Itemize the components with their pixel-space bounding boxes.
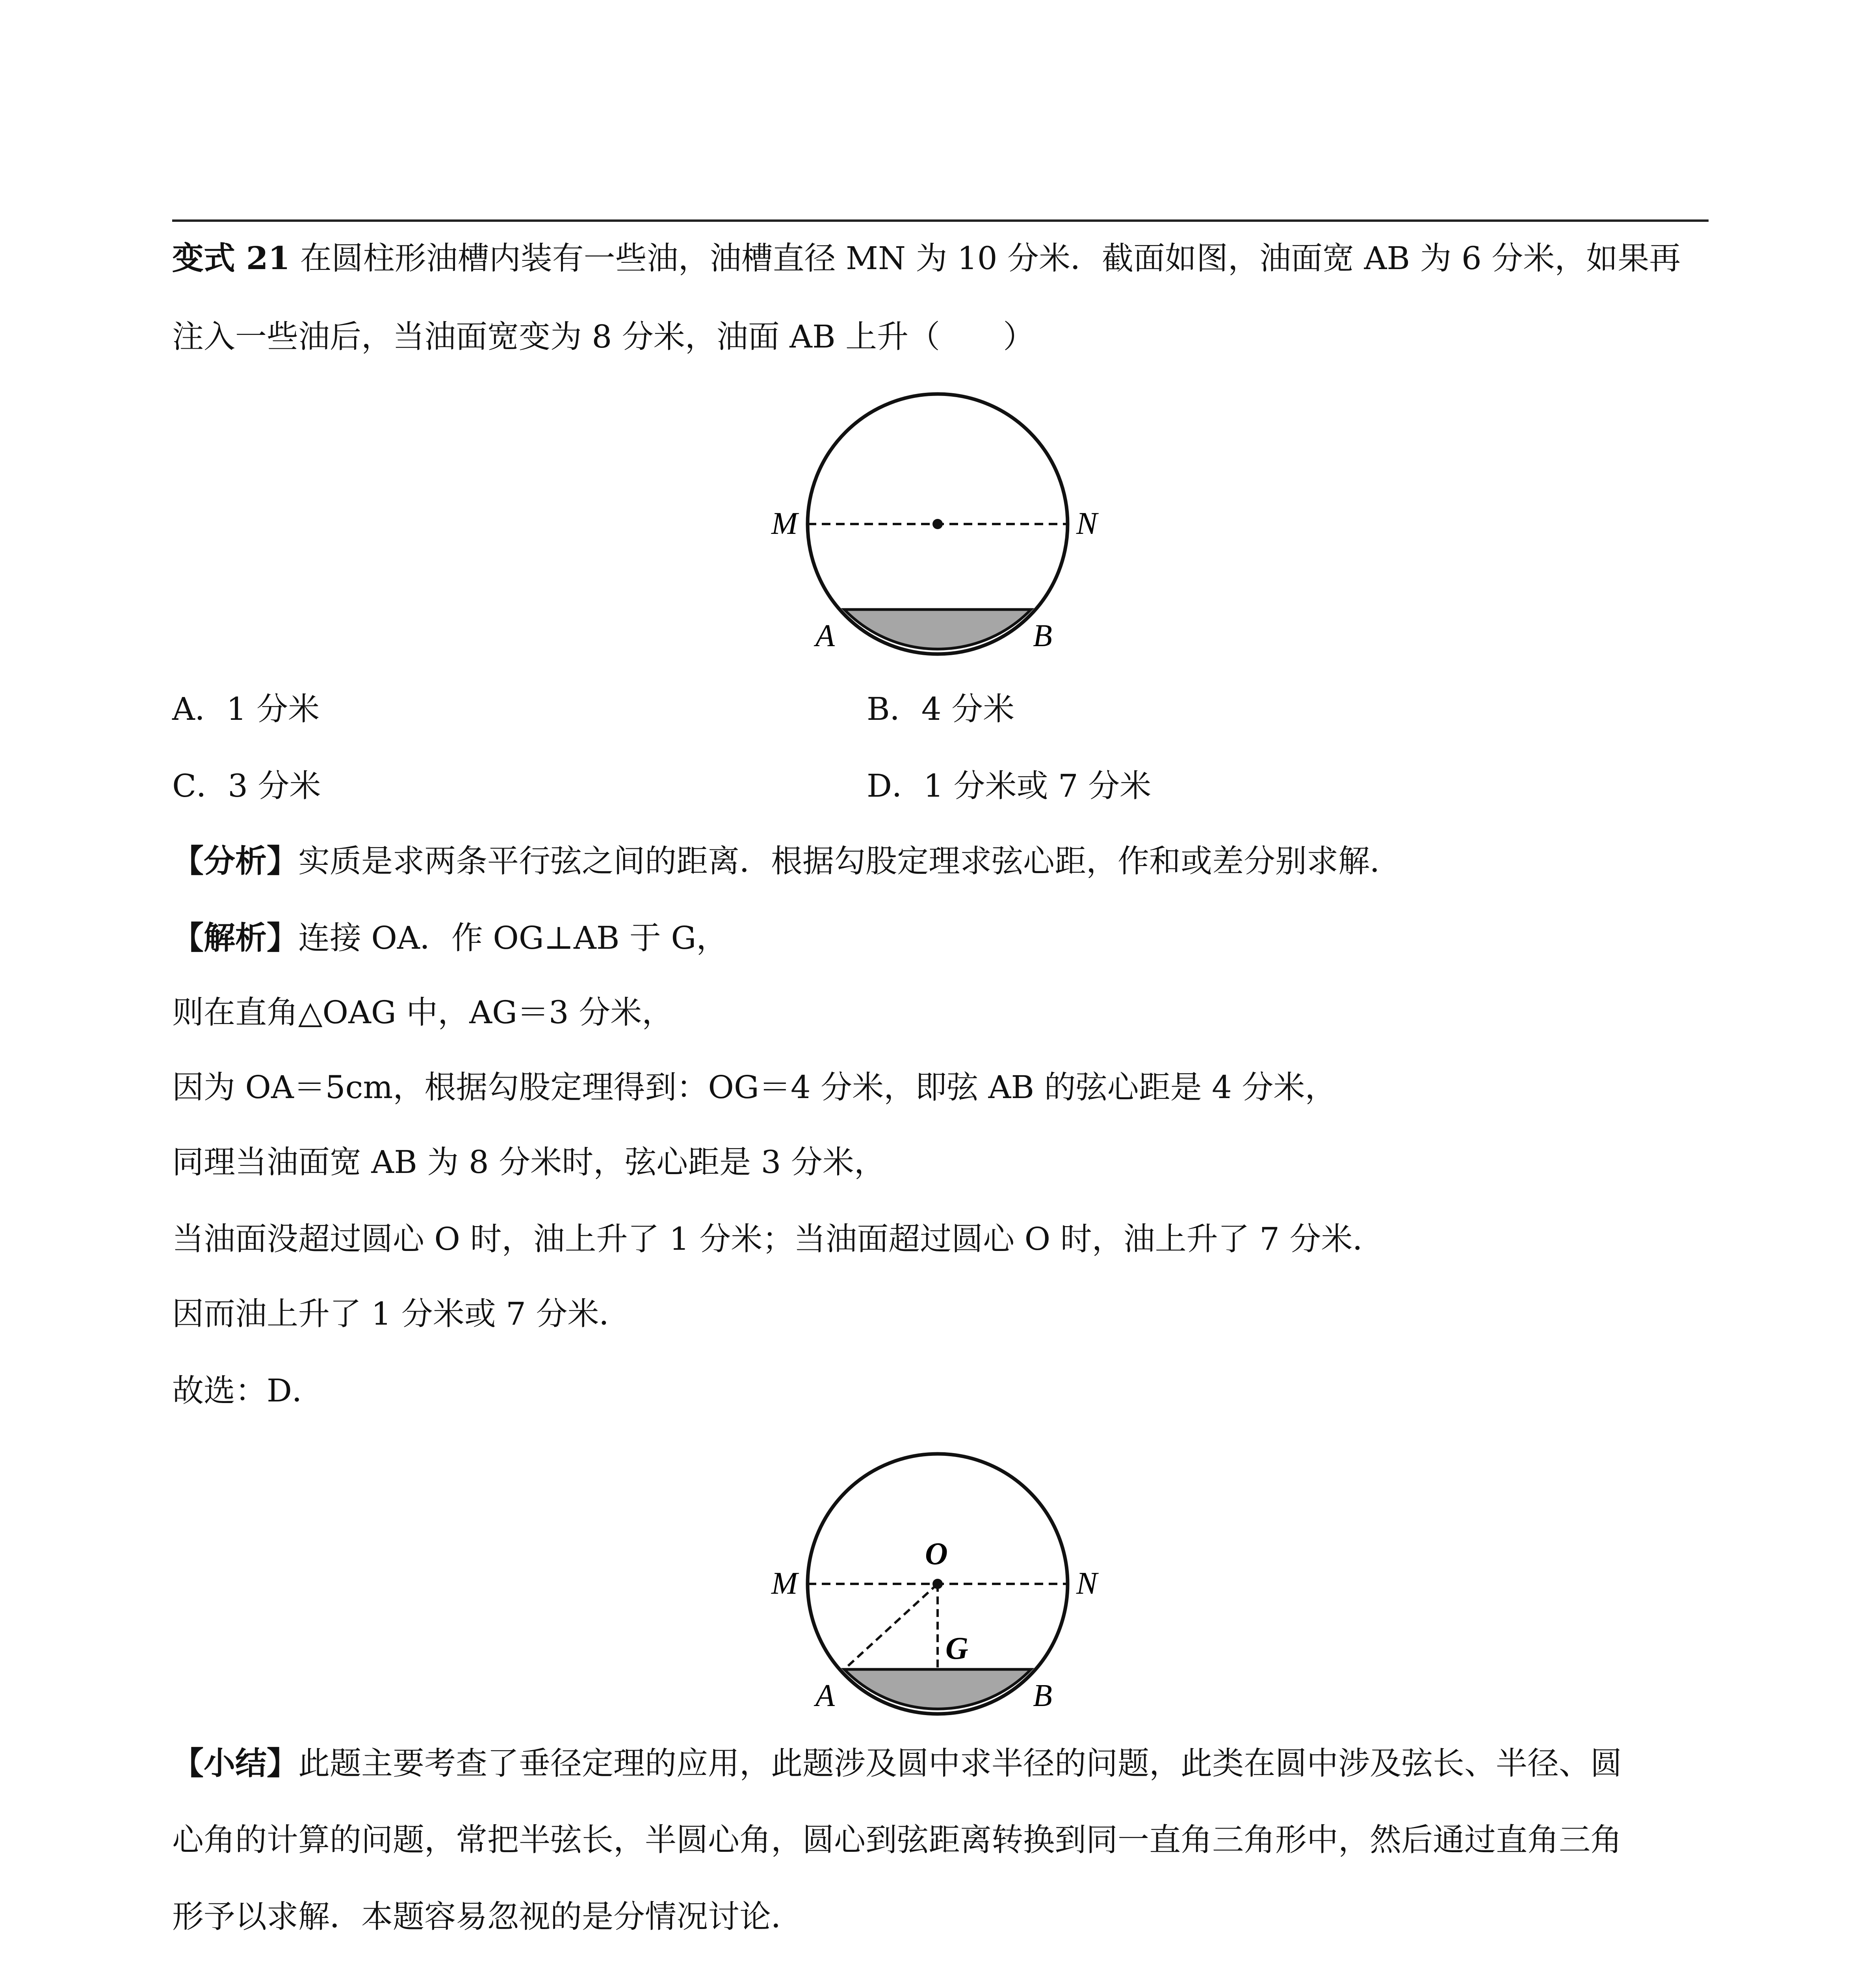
label-b: B: [1033, 619, 1052, 653]
summary-line-2: 心角的计算的问题，常把半弦长，半圆心角，圆心到弦距离转换到同一直角三角形中，然后通过直角三角: [172, 1821, 1622, 1858]
label-o: O: [925, 1537, 948, 1571]
label-a-2: A: [815, 1678, 835, 1713]
option-d[interactable]: D．1 分米或 7 分米: [867, 768, 1152, 804]
question-label: 变式 21: [172, 240, 290, 277]
solution-text-1: 连接 OA．作 OG⊥AB 于 G，: [298, 920, 728, 956]
question-text-1: 在圆柱形油槽内装有一些油，油槽直径 MN 为 10 分米．截面如图，油面宽 AB 为 6 分米，如果再: [300, 240, 1681, 277]
center-dot-2: [932, 1579, 943, 1589]
solution-tag: 【解析】: [172, 919, 298, 956]
label-n: N: [1076, 506, 1098, 541]
solution-line-6: 因而油上升了 1 分米或 7 分米．: [172, 1295, 631, 1332]
label-n-2: N: [1076, 1566, 1098, 1601]
label-b-2: B: [1033, 1678, 1052, 1713]
question-text-2: 注入一些油后，当油面宽变为 8 分米，油面 AB 上升（ ）: [172, 318, 1035, 355]
label-g: G: [945, 1631, 968, 1666]
center-dot: [932, 519, 943, 529]
top-rule: [172, 219, 1709, 222]
oil-segment: [844, 610, 1031, 649]
analysis-tag: 【分析】: [172, 842, 298, 879]
solution-line-3: 因为 OA＝5cm，根据勾股定理得到：OG＝4 分米，即弦 AB 的弦心距是 4 分米，: [172, 1069, 1337, 1106]
label-m-2: M: [771, 1566, 798, 1601]
label-a: A: [815, 619, 835, 653]
solution-line-4: 同理当油面宽 AB 为 8 分米时，弦心距是 3 分米，: [172, 1144, 886, 1180]
figure-1: [749, 374, 1142, 666]
question-line-2: [172, 315, 1035, 359]
option-c[interactable]: C．3 分米: [172, 768, 321, 804]
summary-line-3: 形予以求解．本题容易忽视的是分情况讨论．: [172, 1898, 802, 1935]
solution-line-7: 故选：D．: [172, 1372, 324, 1409]
analysis-line: [172, 839, 1401, 883]
analysis-text: 实质是求两条平行弦之间的距离．根据勾股定理求弦心距，作和或差分别求解．: [298, 843, 1401, 879]
question-line-1: [172, 236, 1681, 280]
figure-2: [749, 1434, 1142, 1726]
solution-line-2: 则在直角△OAG 中，AG＝3 分米，: [172, 994, 674, 1031]
label-m: M: [771, 506, 798, 541]
summary-line-1: [172, 1741, 1622, 1785]
radius-oa: [844, 1584, 938, 1669]
option-b[interactable]: B．4 分米: [867, 691, 1015, 727]
summary-tag: 【小结】: [172, 1745, 298, 1782]
oil-segment-2: [844, 1669, 1031, 1709]
summary-text-1: 此题主要考查了垂径定理的应用，此题涉及圆中求半径的问题，此类在圆中涉及弦长、半径、圆: [298, 1745, 1622, 1782]
solution-line-5: 当油面没超过圆心 O 时，油上升了 1 分米；当油面超过圆心 O 时，油上升了 7 分米．: [172, 1221, 1384, 1257]
option-a[interactable]: A．1 分米: [172, 691, 320, 727]
solution-line-1: [172, 916, 728, 960]
